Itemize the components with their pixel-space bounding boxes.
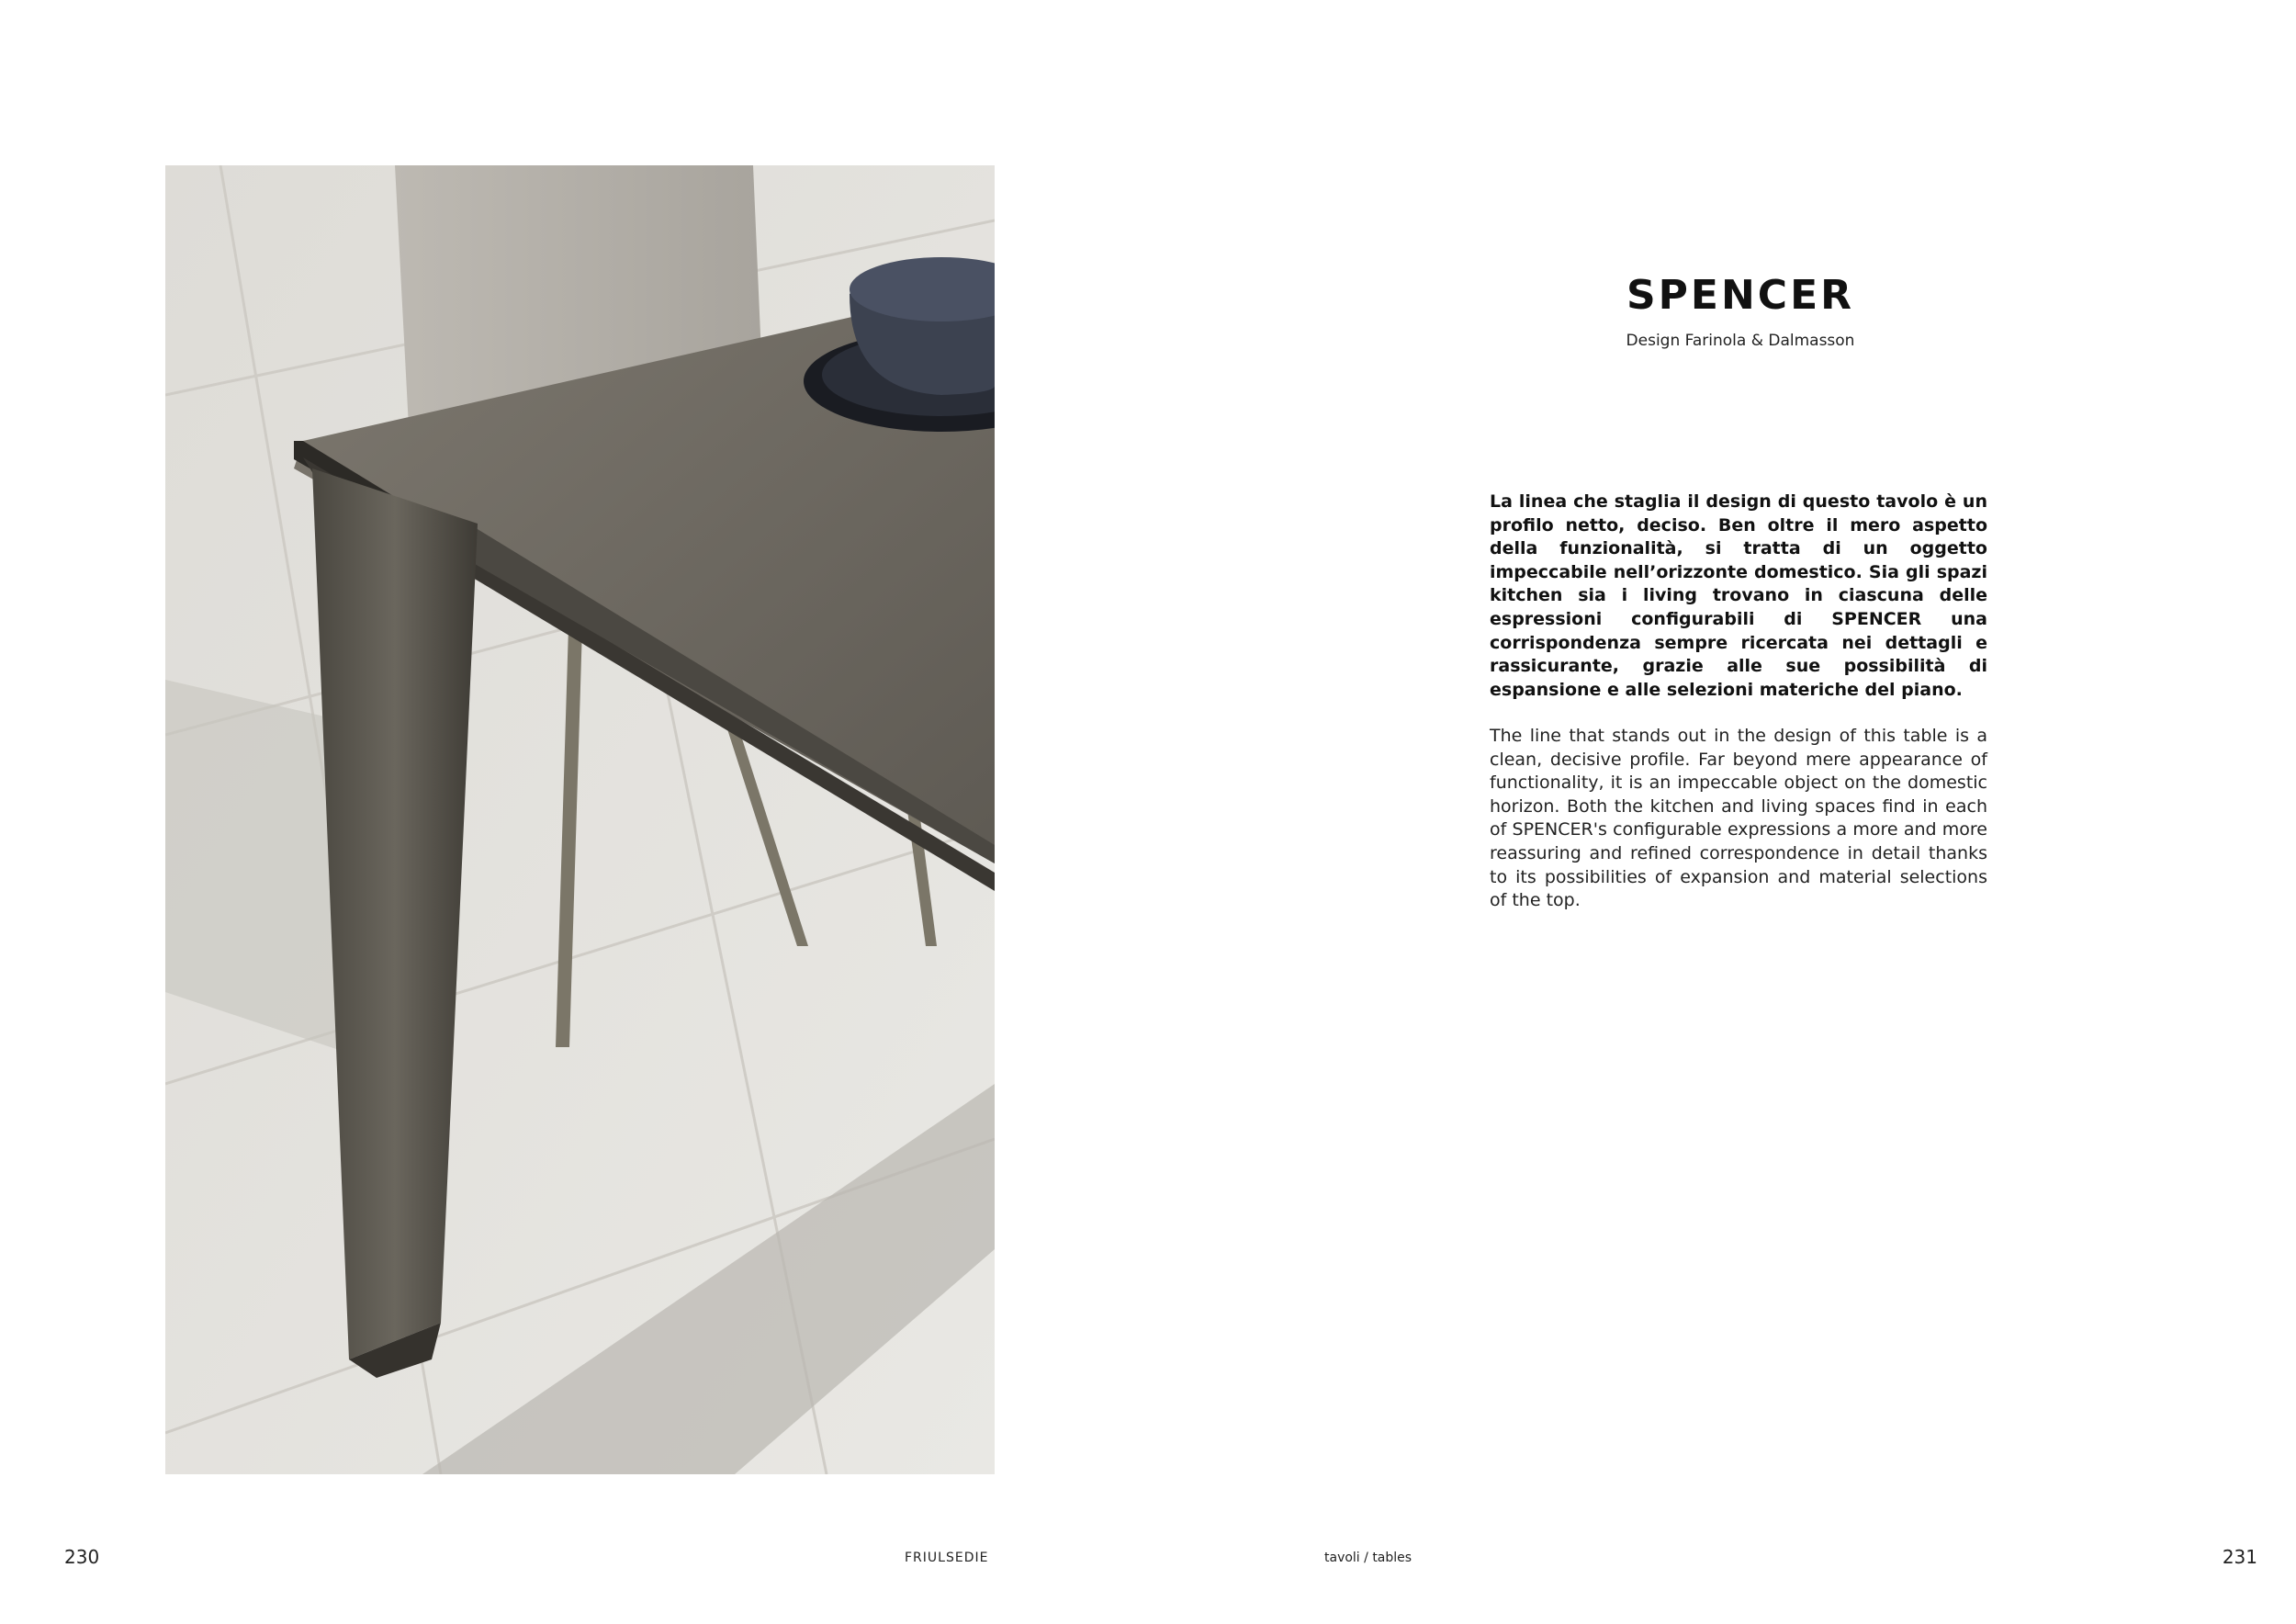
description-italian: La linea che staglia il design di questo tavolo è un profilo netto, deciso. Ben oltre il mero aspetto della funzionalità, si tratta di un oggetto impeccabile nell’orizzonte domestico. Sia gli spazi kitchen sia i living trovano in ciascuna delle espressioni configurabili di SPENCER una corrispondenza sempre ricercata nei dettagli e rassicurante, grazie alle sue possibilità di espansione e alle selezioni materiche del piano. xyxy=(1490,491,1987,700)
table-corner-photo xyxy=(165,165,995,1474)
page-number-left: 230 xyxy=(64,1546,100,1568)
designer-credit: Design Farinola & Dalmasson xyxy=(1626,332,1855,350)
product-photo xyxy=(165,165,995,1474)
product-title: SPENCER xyxy=(1626,272,1855,319)
brand-name: FRIULSEDIE xyxy=(905,1551,989,1565)
description-english: The line that stands out in the design of this table is a clean, decisive profile. Far beyond mere appearance of functionality, it is an impeccable object on the domestic horizon. Both the kitchen and living spaces find in each of SPENCER's configurable expressions a more and more reassuring and refined correspondence in detail thanks to its possibilities of expansion and material selections of the top. xyxy=(1490,726,1987,911)
page-number-right: 231 xyxy=(2222,1546,2257,1568)
section-label: tavoli / tables xyxy=(1324,1551,1412,1565)
